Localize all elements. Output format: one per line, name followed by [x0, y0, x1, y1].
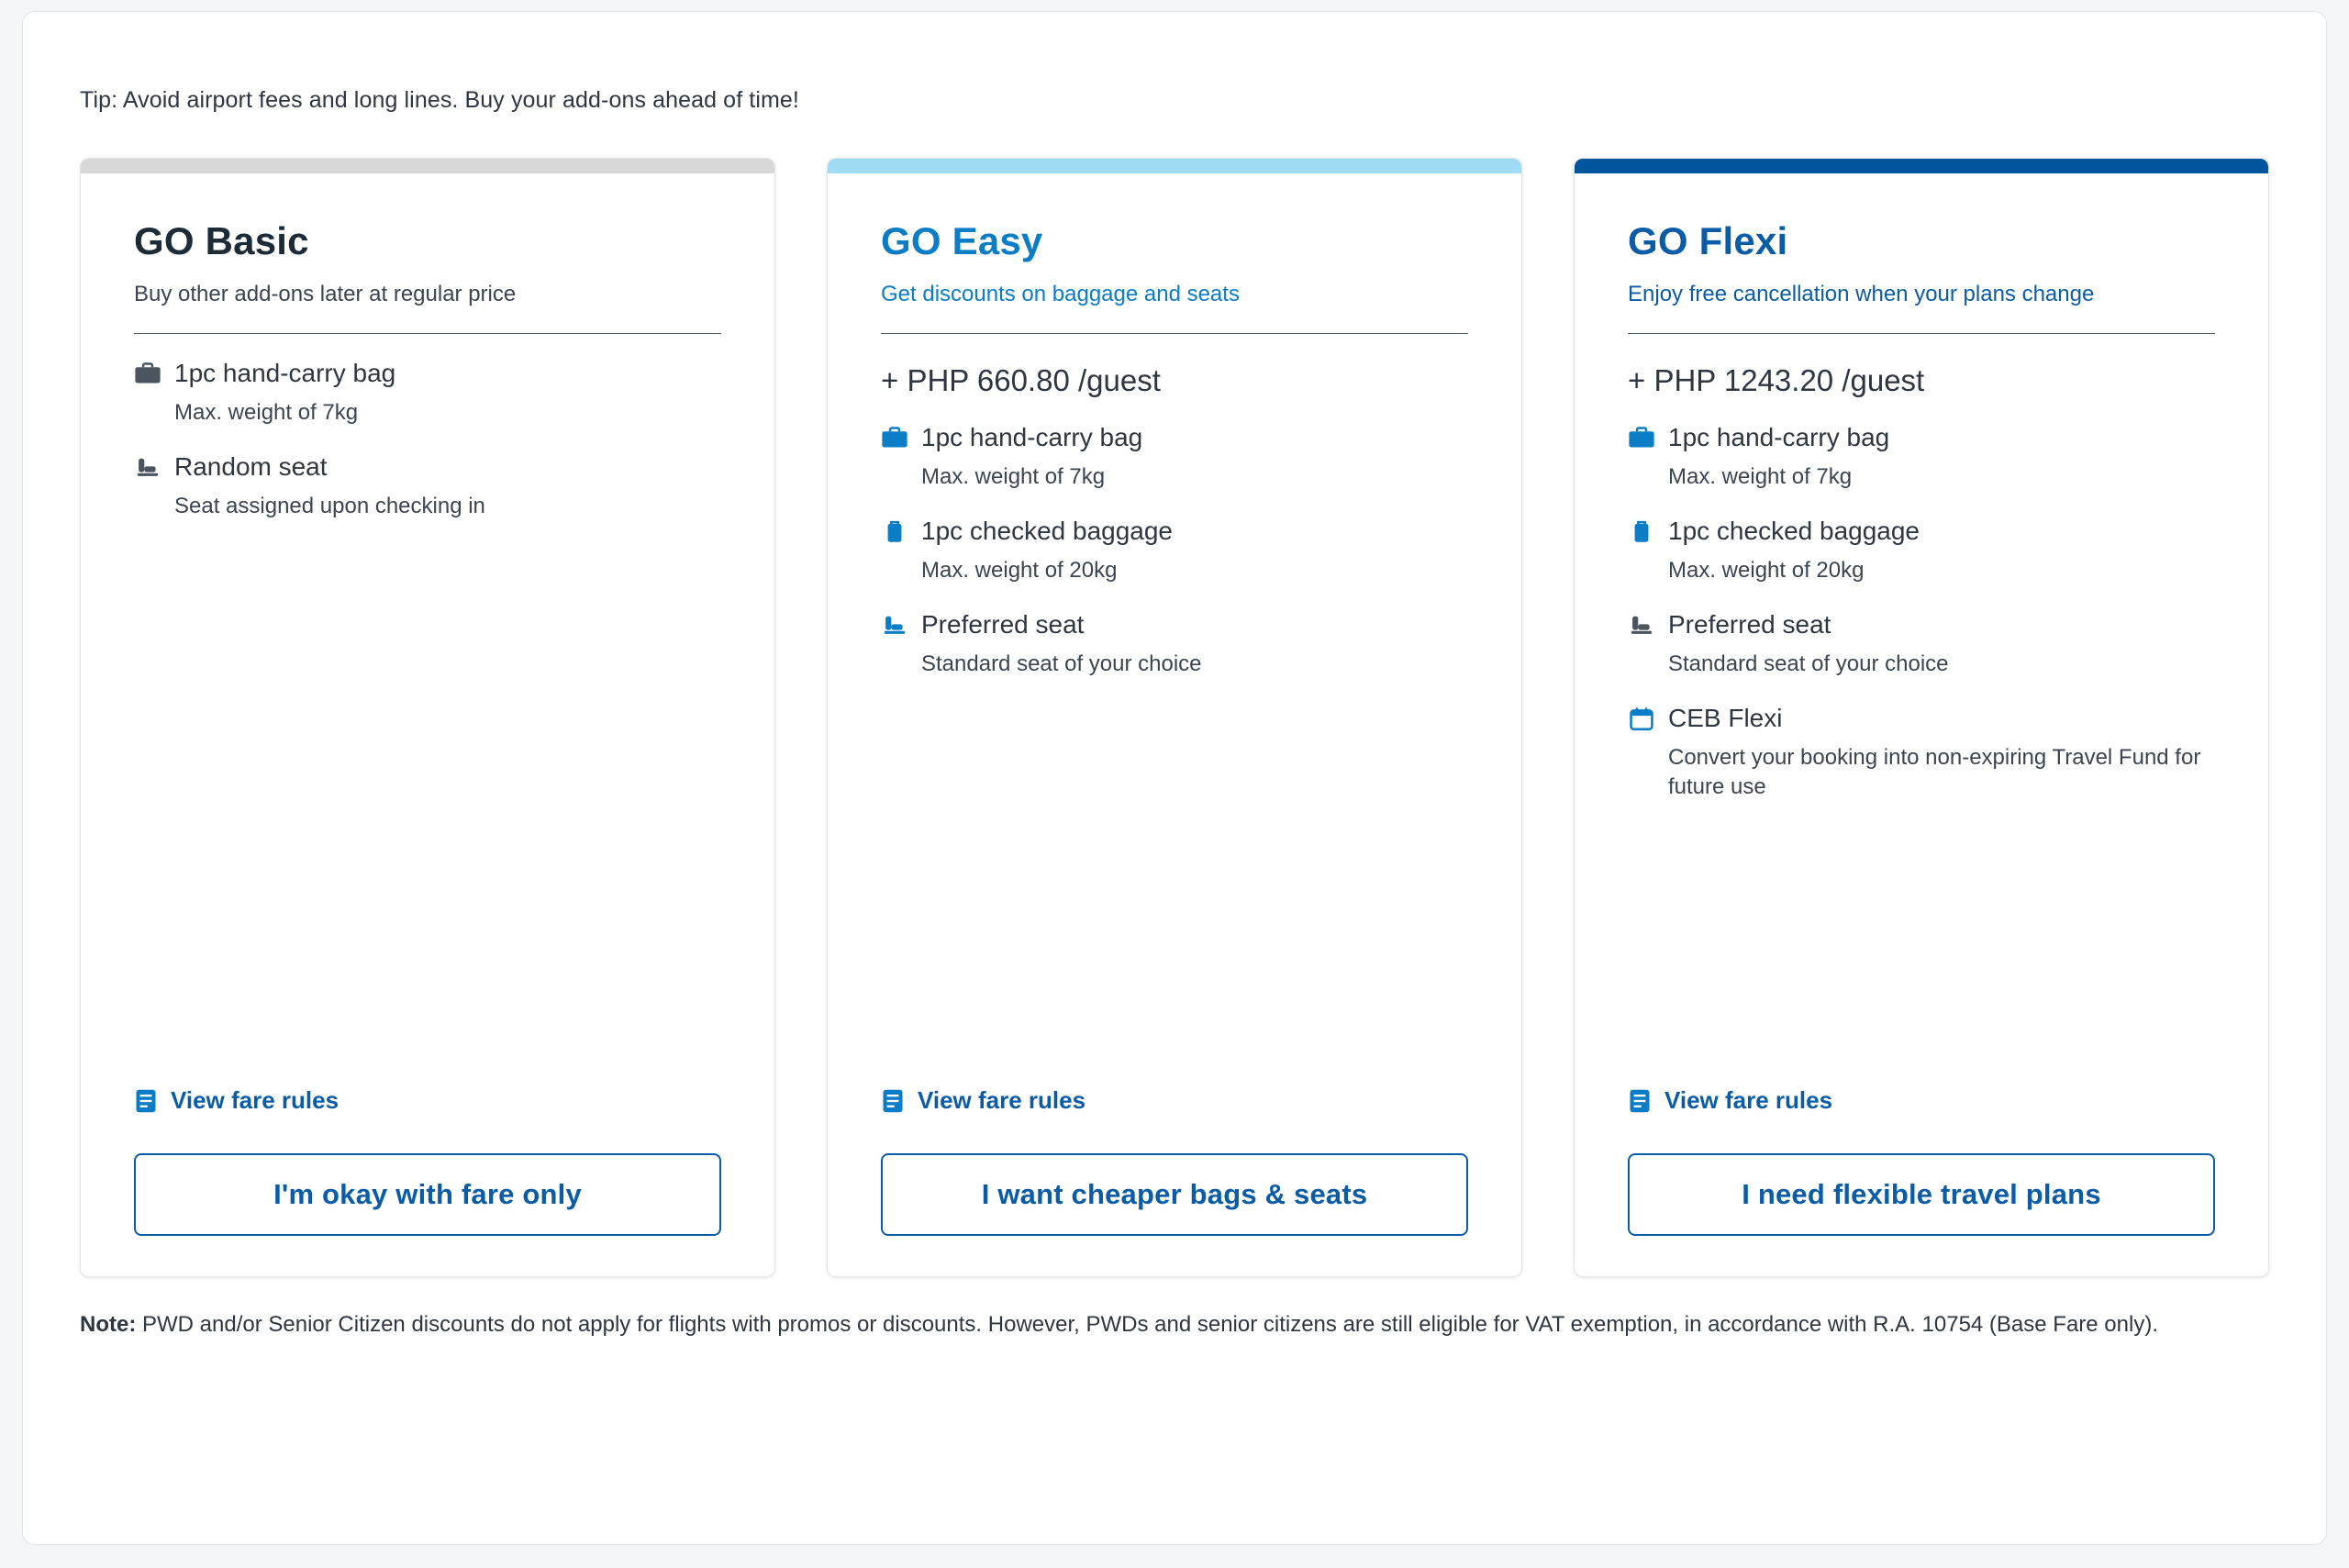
divider	[881, 333, 1468, 334]
card-subtitle: Enjoy free cancellation when your plans change	[1628, 282, 2095, 306]
feature-title: 1pc hand-carry bag	[921, 423, 1143, 451]
view-fare-rules-label: View fare rules	[1664, 1086, 1833, 1114]
card-body	[81, 173, 774, 1276]
feature-title: 1pc checked baggage	[1668, 516, 1920, 545]
document-icon	[881, 1088, 905, 1114]
feature-item	[1628, 703, 2215, 802]
feature-desc: Standard seat of your choice	[1668, 651, 1949, 676]
view-fare-rules-link[interactable]	[134, 1086, 721, 1115]
fare-card-go-basic[interactable]	[80, 158, 775, 1277]
fare-card-go-flexi[interactable]	[1574, 158, 2269, 1277]
card-price: + PHP 660.80 /guest	[881, 363, 1161, 397]
card-title: GO Basic	[134, 219, 309, 262]
card-accent-bar	[1575, 159, 2268, 173]
feature-desc: Max. weight of 7kg	[174, 399, 359, 425]
feature-desc: Max. weight of 20kg	[1668, 557, 1865, 583]
feature-list	[881, 422, 1468, 679]
briefcase-icon	[1628, 422, 1655, 450]
feature-title: Random seat	[174, 451, 328, 481]
feature-item	[1628, 609, 2215, 679]
feature-item	[134, 451, 721, 521]
feature-desc: Max. weight of 7kg	[921, 463, 1106, 489]
feature-item	[1628, 422, 2215, 492]
select-go-easy-button[interactable]: I want cheaper bags & seats	[881, 1153, 1468, 1236]
feature-desc: Convert your booking into non-expiring Travel Fund for future use	[1668, 744, 2201, 799]
feature-item	[134, 358, 721, 428]
feature-title: Preferred seat	[1668, 609, 1831, 639]
card-price: + PHP 1243.20 /guest	[1628, 363, 1925, 397]
briefcase-icon	[881, 422, 908, 450]
divider	[134, 333, 721, 334]
seat-icon	[134, 451, 161, 479]
feature-desc: Seat assigned upon checking in	[174, 493, 485, 518]
briefcase-icon	[134, 358, 161, 385]
view-fare-rules-link[interactable]	[1628, 1086, 2215, 1115]
card-title: GO Flexi	[1628, 219, 1788, 262]
view-fare-rules-link[interactable]	[881, 1086, 1468, 1115]
feature-title: CEB Flexi	[1668, 703, 1783, 732]
suitcase-icon	[1628, 516, 1655, 543]
feature-desc: Max. weight of 20kg	[921, 557, 1118, 583]
divider	[1628, 333, 2215, 334]
feature-desc: Standard seat of your choice	[921, 651, 1202, 676]
feature-list	[134, 358, 721, 521]
select-go-flexi-button[interactable]: I need flexible travel plans	[1628, 1153, 2215, 1236]
document-icon	[1628, 1088, 1652, 1114]
feature-item	[881, 422, 1468, 492]
view-fare-rules-label: View fare rules	[918, 1086, 1086, 1114]
disclaimer-note	[80, 1308, 2269, 1341]
card-body	[1575, 173, 2268, 1276]
suitcase-icon	[881, 516, 908, 543]
note-label: Note:	[80, 1312, 137, 1337]
card-title: GO Easy	[881, 219, 1043, 262]
select-go-basic-button[interactable]: I'm okay with fare only	[134, 1153, 721, 1236]
feature-title: 1pc hand-carry bag	[174, 359, 396, 387]
feature-desc: Max. weight of 7kg	[1668, 463, 1853, 489]
tip-text: Tip: Avoid airport fees and long lines. Buy your add-ons ahead of time!	[80, 87, 799, 113]
card-body	[828, 173, 1521, 1276]
document-icon	[134, 1088, 158, 1114]
fare-card-list	[80, 158, 2269, 1277]
fare-card-go-easy[interactable]	[827, 158, 1522, 1277]
fare-panel	[22, 11, 2327, 1545]
seat-icon	[881, 609, 908, 637]
feature-item	[1628, 516, 2215, 585]
note-text: PWD and/or Senior Citizen discounts do not apply for flights with promos or discounts. However, PWDs and senior citizens are still eligible for VAT exemption, in accordance with R.A. 10754 (Base Fare only).	[136, 1312, 2158, 1337]
feature-list	[1628, 422, 2215, 802]
feature-title: Preferred seat	[921, 609, 1085, 639]
card-accent-bar	[828, 159, 1521, 173]
feature-item	[881, 516, 1468, 585]
feature-title: 1pc hand-carry bag	[1668, 423, 1890, 451]
feature-item	[881, 609, 1468, 679]
feature-title: 1pc checked baggage	[921, 516, 1173, 545]
card-accent-bar	[81, 159, 774, 173]
view-fare-rules-label: View fare rules	[171, 1086, 340, 1114]
card-subtitle: Buy other add-ons later at regular price	[134, 282, 517, 306]
card-subtitle: Get discounts on baggage and seats	[881, 282, 1240, 306]
calendar-icon	[1628, 703, 1655, 732]
seat-icon	[1628, 609, 1655, 637]
